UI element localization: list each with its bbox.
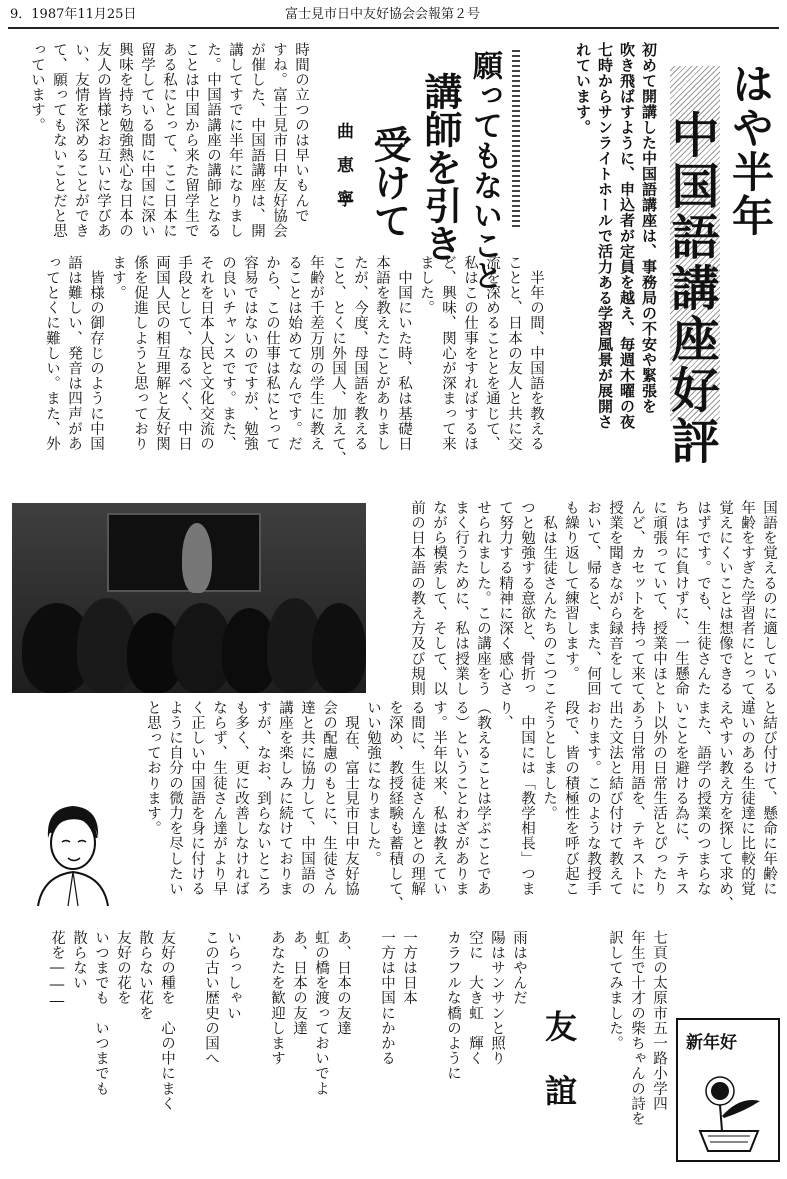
article-column-left-upper: 時間の立つのは早いもんで すね。富士見市日中友好協会 が催した、中国語講座は、開 講してすでに半年になりまし た。中国語講座の講師となる ことは中国から来た留学生で ある私にとって、ここ日本に 留学している間に中国に深い 興味を持ち勉強熱心な日本の 友人の皆様とお互いに学びあ い、友情を深めることができ て、願ってもないことだと思 っています。 <box>29 42 309 239</box>
article-title-line-3: 受けて <box>367 125 412 239</box>
teacher-figure <box>182 523 212 593</box>
new-year-stamp <box>676 1018 780 1162</box>
article-title-line-1: 願ってもないこと <box>467 50 502 290</box>
poem-title: 友 誼 <box>540 1010 578 1106</box>
poem-body: 雨はやんだ 陽はサンサンと照り 空に 大き虹 輝く カラフルな橋のように 一方は日本 一方は中国にかかる あ、日本の友達 虹の橋を渡っておいでよ あ、日本の友達 あなたを歓迎します いらっしゃい この古い歴史の国へ 友好の種を 心の中にまく 散らない花を 友好の花を いつまでも いつまでも 散らない 花を――― <box>49 930 527 1112</box>
article-column-right-middle: 国語を覚えるのに適している 年齢をすぎた学習者にとって、 覚えにくいことは想像できる はずです。でも、生徒さんた ちは年に負けずに、一生懸命 に頑張っていて、授業中ほと んど、カセットを持って来て、 授業を聞きながら録音をして おいて、帰ると、また、何回 も繰り返して練習します。 私は生徒さんたちのこつこ つと勉強する意欲と、骨折っ て努力する精神に深く感心さ せられました。この講座をう まく行うために、私は授業し ながら模索して、そして、以 前の日本語の教え方及び規則 <box>409 500 777 712</box>
classroom-photo <box>12 503 366 693</box>
lead-paragraph: 初めて開講した中国語講座は、事務局の不安や緊張を 吹き飛ばすように、申込者が定員を越え、毎週木曜の夜 七時からサンライトホールで活力ある学習風景が展開さ れています。 <box>574 42 658 430</box>
article-column-middle-upper: 半年の間、中国語を教える ことと、日本の友人と共に交 流を深めることとを通じて、 私はこの仕事をすればするほ ど、興味、関心が深まって来 ました。 中国にいた時、私は基礎日 本語を教えたことがありまし たが、今度、母国語を教える こと、とくに外国人、加えて、 年齢が千差万別の学生に教え ることは始めてなんです。だ から、この仕事は私にとって 容易ではないのですが、勉強 の良いチャンスです。また、 それを日本人民と文化交流の 手段として、なるべく、中日 両国人民の相互理解と友好関 係を促進しようと思っており ます。 皆様の御存じのように中国 語は難しい、発音は四声があ ってとくに難しい。また、外 <box>44 255 544 467</box>
header-rule <box>8 27 779 29</box>
student-figure <box>312 603 366 693</box>
title-decoration <box>512 50 520 230</box>
flower-pot-drawing <box>680 1056 776 1156</box>
issue-date: 9．1987年11月25日 <box>10 7 137 22</box>
headline-main: 中国語講座好評 <box>663 110 719 467</box>
article-title-line-2: 講師を引き <box>418 72 463 262</box>
newsletter-name: 富士見市日中友好協会会報第２号 <box>285 7 481 22</box>
stamp-text: 新年好 <box>686 1033 737 1053</box>
poem-intro: 七頁の太原市五一路小学四 年生で十才の柴ちゃんの詩を 訳してみました。 <box>607 930 667 1127</box>
article-author: 曲 恵 寧 <box>333 122 353 207</box>
woman-illustration <box>18 798 118 908</box>
article-column-lower: と結び付けて、懸命に年齢に 違いのある生徒達に比較的覚 えやすい教え方を探して求め、 また、語学の授業のつまらな いことを避ける為に、テキス ト以外の日常生活とぴったり あう日常用語を、テキストに 出た文法と結び付けて教えて おります。このような教授手 段で、皆の積極性を呼び起こ そうとしました。 中国には「教学相長」つまり、 （教えることは学ぶことであ る）ということわざがありま す。半年以来、私は教えてい る間に、生徒さん達との理解 を深め、教授経験も蓄積して、 いい勉強になりました。 現在、富士見市日中友好協 会の配慮のもとに、生徒さん 達と共に協力して、中国語の 講座を楽しみに続けておりま すが、なお、到らないところ も多く、更に改善しなければ ならず、生徒さん達がより早 く正しい中国語を身に付ける ように自分の微力を尽したい と思っております。 <box>145 700 777 912</box>
headline-kicker: はや半年 <box>726 62 775 238</box>
